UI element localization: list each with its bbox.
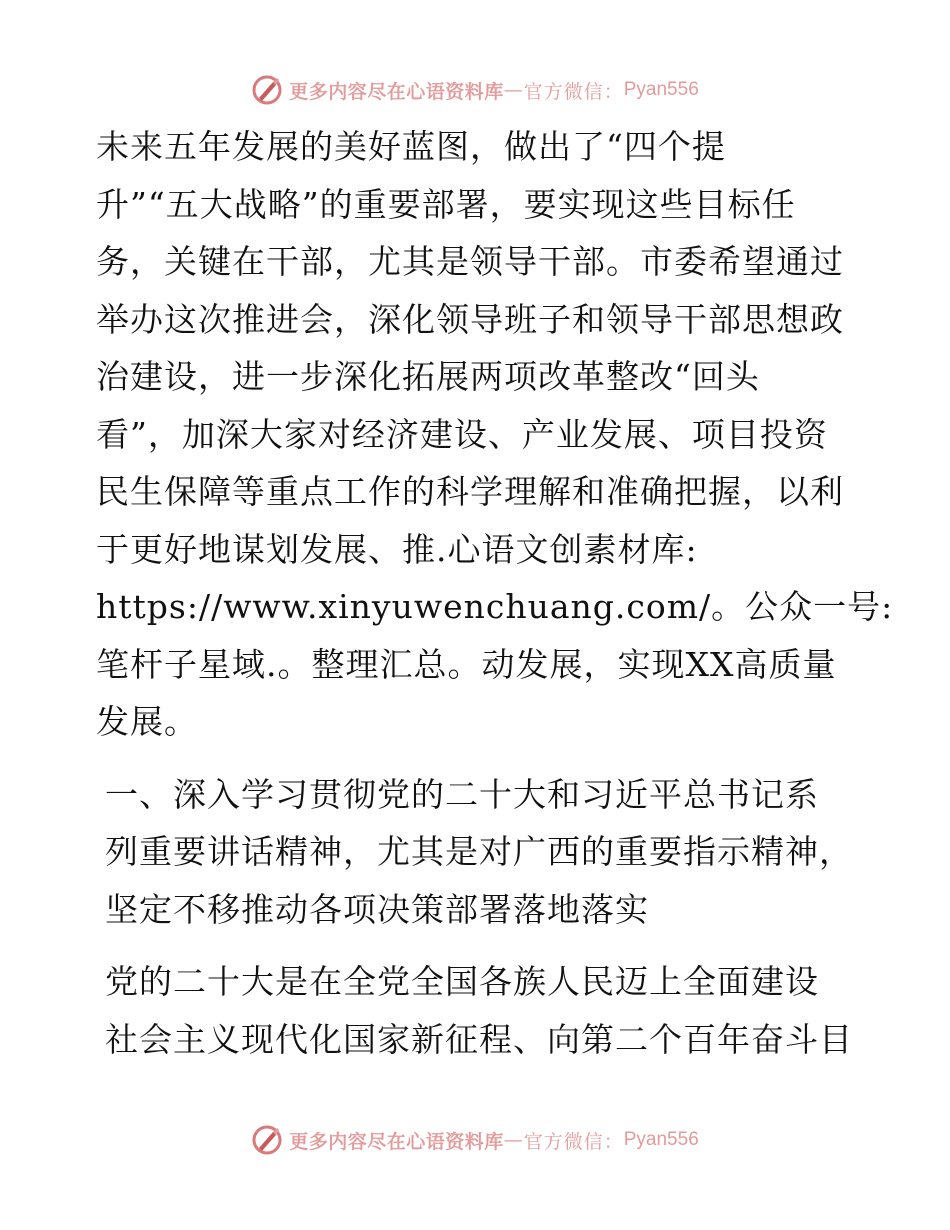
header-watermark-banner <box>0 70 950 110</box>
paragraph-gap <box>96 751 856 766</box>
document-body <box>96 118 894 1068</box>
text-line: 升”“五大战略”的重要部署，要实现这些目标任 <box>96 184 796 224</box>
paragraph-3 <box>96 953 856 1068</box>
section-heading <box>96 766 856 939</box>
paragraph-gap <box>96 938 856 953</box>
text-line: 发展。 <box>96 702 198 741</box>
text-line: 看”，加深大家对经济建设、产业发展、项目投资 <box>96 414 828 454</box>
banner-wechat-id: Pyan556 <box>623 79 699 100</box>
text-line: 民生保障等重点工作的科学理解和准确把握，以利 <box>96 472 844 511</box>
heading-line: 列重要讲话精神，尤其是对广西的重要指示精神， <box>105 832 853 871</box>
banner-wechat-id: Pyan556 <box>623 1129 699 1150</box>
text-line: 治建设，进一步深化拓展两项改革整改“回头 <box>96 357 760 396</box>
footer-watermark-banner <box>0 1120 950 1160</box>
paragraph-1 <box>96 118 894 751</box>
heading-line: 一、深入学习贯彻党的二十大和习近平总书记系 <box>105 774 819 814</box>
heading-line: 坚定不移推动各项决策部署落地落实 <box>105 889 649 929</box>
text-line: 举办这次推进会，深化领导班子和领导干部思想政 <box>96 299 844 339</box>
text-line: 于更好地谋划发展、推.心语文创素材库: <box>96 529 698 569</box>
text-line: 党的二十大是在全党全国各族人民迈上全面建设 <box>105 962 819 1001</box>
banner-sub-text: 官方微信： <box>523 80 624 103</box>
text-line: 社会主义现代化国家新征程、向第二个百年奋斗目 <box>105 1019 853 1059</box>
banner-separator: — <box>503 79 524 101</box>
banner-main-text: 更多内容尽在心语资料库 <box>289 1130 504 1153</box>
banner-separator: — <box>503 1129 524 1151</box>
pen-logo-icon <box>251 74 283 106</box>
banner-main-text: 更多内容尽在心语资料库 <box>289 80 504 103</box>
banner-sub-text: 官方微信： <box>523 1130 624 1153</box>
text-line-url: https://www.xinyuwenchuang.com/。公众一号: <box>96 587 894 626</box>
pen-logo-icon <box>251 1124 283 1156</box>
text-line: 务，关键在干部，尤其是领导干部。市委希望通过 <box>96 242 844 281</box>
text-line: 未来五年发展的美好蓝图，做出了“四个提 <box>96 127 726 166</box>
text-line: 笔杆子星域.。整理汇总。动发展，实现XX高质量 <box>96 644 837 684</box>
